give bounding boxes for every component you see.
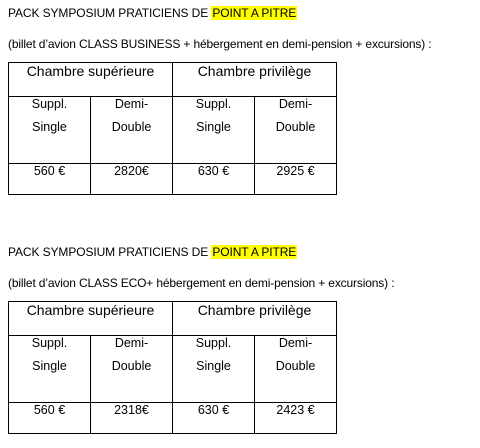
sub-header-line2: Double	[111, 359, 152, 373]
header-chambre-privilege: Chambre privilège	[173, 302, 337, 336]
sub-header-line2: Single	[32, 120, 67, 134]
sub-header-line1: Demi-	[278, 336, 313, 350]
header-row	[9, 63, 337, 97]
sub-header-line2: Double	[275, 359, 316, 373]
price-cell: 630 €	[173, 164, 255, 195]
pack-subtitle: (billet d’avion CLASS ECO+ hébergement en demi-pension + excursions) :	[8, 276, 395, 290]
sub-header-line1: Suppl.	[195, 97, 232, 111]
sub-header-line2: Single	[196, 120, 231, 134]
sub-header-cell	[91, 97, 173, 164]
header-chambre-privilege: Chambre privilège	[173, 63, 337, 97]
sub-header-cell	[173, 336, 255, 403]
sub-header-cell	[9, 336, 91, 403]
sub-header-cell	[91, 336, 173, 403]
sub-header-line1: Suppl.	[195, 336, 232, 350]
pack-title-prefix: PACK SYMPOSIUM PRATICIENS DE	[8, 6, 212, 20]
price-cell: 630 €	[173, 403, 255, 434]
sub-header-cell	[255, 97, 337, 164]
price-row	[9, 403, 337, 434]
sub-header-cell	[173, 97, 255, 164]
sub-header-line1: Demi-	[114, 336, 149, 350]
pack-subtitle: (billet d’avion CLASS BUSINESS + hébergement en demi-pension + excursions) :	[8, 37, 432, 51]
sub-header-line1: Demi-	[278, 97, 313, 111]
pack-title-highlight: POINT A PITRE	[212, 6, 297, 20]
pack-title	[8, 245, 297, 260]
sub-header-line1: Demi-	[114, 97, 149, 111]
pack-title-prefix: PACK SYMPOSIUM PRATICIENS DE	[8, 245, 212, 259]
price-cell: 560 €	[9, 403, 91, 434]
price-table	[8, 301, 337, 434]
header-chambre-superieure: Chambre supérieure	[9, 302, 173, 336]
header-row	[9, 302, 337, 336]
sub-header-line2: Double	[111, 120, 152, 134]
pack-title-highlight: POINT A PITRE	[212, 245, 297, 259]
sub-header-line1: Suppl.	[31, 336, 68, 350]
price-cell: 2820€	[91, 164, 173, 195]
price-row	[9, 164, 337, 195]
price-cell: 560 €	[9, 164, 91, 195]
sub-header-row	[9, 97, 337, 164]
sub-header-cell	[9, 97, 91, 164]
pack-title	[8, 6, 297, 21]
header-chambre-superieure: Chambre supérieure	[9, 63, 173, 97]
sub-header-line2: Single	[32, 359, 67, 373]
sub-header-row	[9, 336, 337, 403]
sub-header-line1: Suppl.	[31, 97, 68, 111]
price-cell: 2925 €	[255, 164, 337, 195]
price-cell: 2423 €	[255, 403, 337, 434]
sub-header-line2: Double	[275, 120, 316, 134]
sub-header-cell	[255, 336, 337, 403]
price-table	[8, 62, 337, 195]
price-cell: 2318€	[91, 403, 173, 434]
sub-header-line2: Single	[196, 359, 231, 373]
